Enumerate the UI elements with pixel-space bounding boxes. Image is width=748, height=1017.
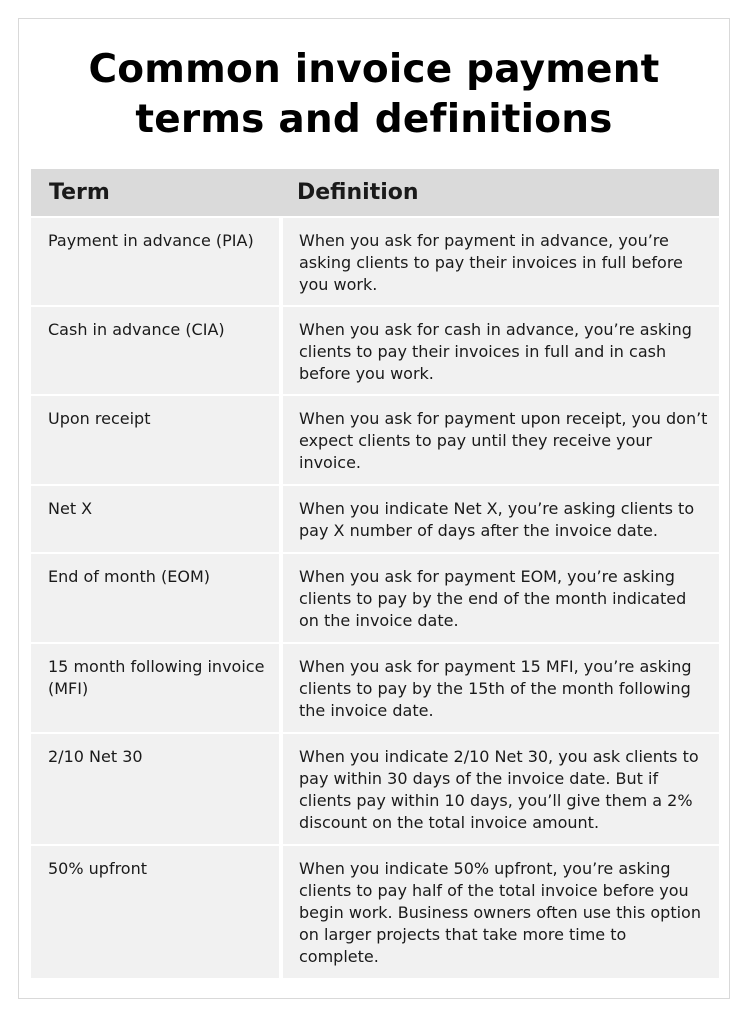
table-row — [31, 307, 719, 394]
definition-cell: When you indicate Net X, you’re asking clients to pay X number of days after the invoice date. — [283, 486, 719, 552]
term-cell: Cash in advance (CIA) — [31, 307, 279, 394]
table-row — [31, 644, 719, 732]
term-cell: Upon receipt — [31, 396, 279, 484]
term-cell: Payment in advance (PIA) — [31, 218, 279, 305]
title-line-1: Common invoice payment — [88, 47, 660, 92]
term-cell: 2/10 Net 30 — [31, 734, 279, 844]
header-term: Term — [49, 180, 110, 205]
table-header — [31, 169, 719, 216]
table-row — [31, 734, 719, 844]
definition-cell: When you indicate 50% upfront, you’re asking clients to pay half of the total invoice before you begin work. Business owners often use this option on larger projects that take more time to complete. — [283, 846, 719, 978]
definition-cell: When you ask for cash in advance, you’re asking clients to pay their invoices in full and in cash before you work. — [283, 307, 719, 394]
table-row — [31, 218, 719, 305]
table-row — [31, 486, 719, 552]
header-definition: Definition — [297, 180, 419, 205]
definition-cell: When you indicate 2/10 Net 30, you ask clients to pay within 30 days of the invoice date. But if clients pay within 10 days, you’ll give them a 2% discount on the total invoice amount. — [283, 734, 719, 844]
definition-cell: When you ask for payment upon receipt, you don’t expect clients to pay until they receive your invoice. — [283, 396, 719, 484]
infographic-card — [18, 18, 730, 999]
page-title — [19, 45, 729, 145]
term-cell: Net X — [31, 486, 279, 552]
term-cell: 15 month following invoice (MFI) — [31, 644, 279, 732]
definition-cell: When you ask for payment in advance, you’re asking clients to pay their invoices in full before you work. — [283, 218, 719, 305]
term-cell: End of month (EOM) — [31, 554, 279, 642]
table-row — [31, 846, 719, 978]
table-row — [31, 396, 719, 484]
definition-cell: When you ask for payment 15 MFI, you’re asking clients to pay by the 15th of the month following the invoice date. — [283, 644, 719, 732]
table-row — [31, 554, 719, 642]
terms-table — [31, 169, 719, 978]
term-cell: 50% upfront — [31, 846, 279, 978]
title-line-2: terms and definitions — [135, 97, 613, 142]
definition-cell: When you ask for payment EOM, you’re asking clients to pay by the end of the month indicated on the invoice date. — [283, 554, 719, 642]
